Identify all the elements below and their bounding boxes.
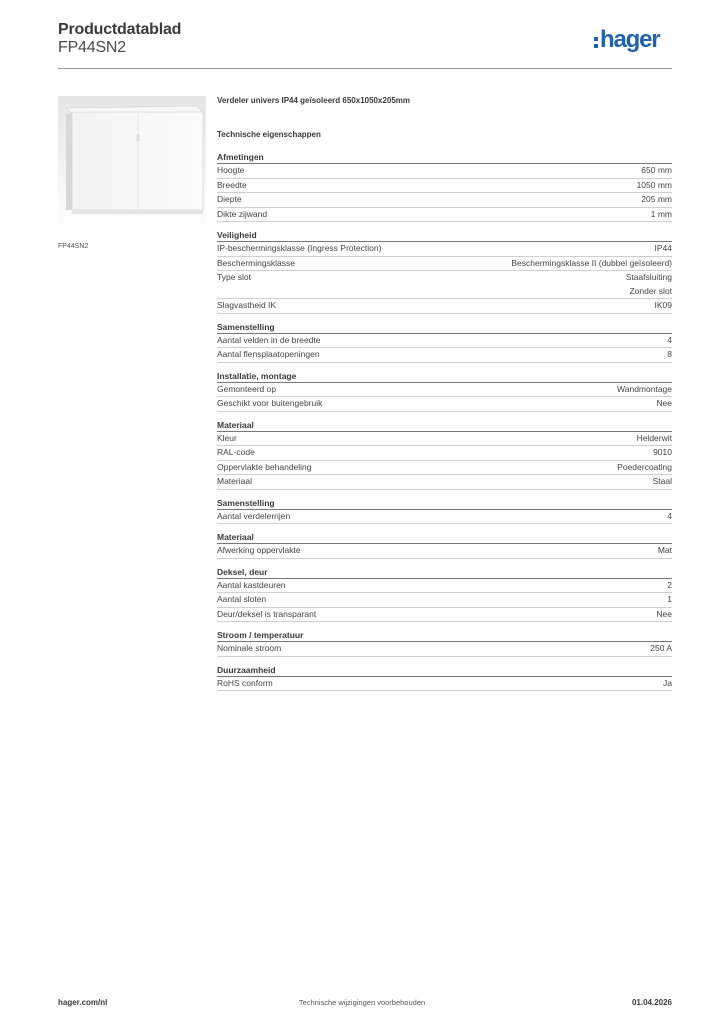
section-title: Samenstelling <box>217 322 672 334</box>
footer-date: 01.04.2026 <box>631 998 672 1007</box>
spec-row <box>217 593 672 608</box>
spec-label: Geschikt voor buitengebruik <box>217 398 323 408</box>
spec-value-line: 2 <box>667 579 672 590</box>
spec-label: Beschermingsklasse <box>217 257 295 268</box>
spec-row <box>217 579 672 594</box>
spec-section <box>217 230 672 314</box>
spec-value <box>637 432 672 446</box>
footer-disclaimer: Technische wijzigingen voorbehouden <box>298 998 426 1007</box>
logo-text: hager <box>600 26 660 53</box>
spec-value-line: 205 mm <box>641 194 672 204</box>
spec-row <box>217 164 672 179</box>
spec-value <box>641 193 672 207</box>
spec-value <box>641 164 672 178</box>
spec-row <box>217 461 672 476</box>
spec-value-line: IK09 <box>654 300 672 310</box>
spec-label: RoHS conform <box>217 677 273 688</box>
spec-label: IP-beschermingsklasse (Ingress Protection) <box>217 243 382 253</box>
spec-label: Deur/deksel is transparant <box>217 608 317 619</box>
spec-value-line: 650 mm <box>641 165 672 175</box>
spec-value-line: Staal <box>652 476 672 486</box>
spec-value-line: 8 <box>667 349 672 359</box>
spec-section <box>217 665 672 692</box>
spec-label: Oppervlakte behandeling <box>217 461 312 472</box>
tech-properties-title: Technische eigenschappen <box>217 130 321 139</box>
section-title: Installatie, montage <box>217 371 672 383</box>
spec-value <box>653 475 672 489</box>
spec-value <box>626 271 672 298</box>
spec-value-line: Wandmontage <box>617 383 672 394</box>
spec-row <box>217 475 672 490</box>
spec-row <box>217 271 672 299</box>
logo-dots-icon <box>594 37 598 48</box>
section-title: Duurzaamheid <box>217 665 672 677</box>
spec-value <box>655 242 673 256</box>
spec-label: Materiaal <box>217 476 252 486</box>
spec-row <box>217 334 672 349</box>
spec-row <box>217 383 672 398</box>
spec-value <box>667 334 672 348</box>
spec-value <box>667 348 672 362</box>
spec-label: Afwerking oppervlakte <box>217 545 301 555</box>
spec-value-line: 250 A <box>650 643 672 653</box>
section-title: Materiaal <box>217 532 672 544</box>
spec-label: Aantal kastdeuren <box>217 579 286 590</box>
product-name: Verdeler univers IP44 geïsoleerd 650x1050x205mm <box>217 96 411 105</box>
spec-row <box>217 299 672 314</box>
spec-value <box>656 608 672 622</box>
spec-value <box>617 461 672 475</box>
section-title: Materiaal <box>217 420 672 432</box>
spec-value-line: Nee <box>656 398 672 408</box>
section-title: Veiligheid <box>217 230 672 242</box>
spec-value-line: IP44 <box>654 243 672 253</box>
spec-value <box>617 383 672 397</box>
spec-value <box>658 544 672 558</box>
spec-row <box>217 179 672 194</box>
spec-section <box>217 567 672 623</box>
spec-value-line: Beschermingsklasse II (dubbel geïsoleerd) <box>511 257 672 268</box>
spec-value-line: 1050 mm <box>636 179 672 190</box>
spec-label: Hoogte <box>217 165 245 175</box>
header-divider <box>58 68 672 69</box>
spec-value <box>667 579 672 593</box>
document-title: Productdatablad <box>58 21 182 38</box>
spec-value-line: Helderwit <box>636 432 672 443</box>
spec-value <box>667 510 672 524</box>
footer-website: hager.com/nl <box>58 998 108 1007</box>
spec-label: Aantal sloten <box>217 594 267 604</box>
section-title: Deksel, deur <box>217 567 672 579</box>
spec-section <box>217 371 672 412</box>
spec-section <box>217 152 672 222</box>
spec-value <box>637 179 672 193</box>
spec-value <box>511 257 672 271</box>
spec-value-line: 1 mm <box>650 208 672 219</box>
spec-row <box>217 257 672 272</box>
spec-label: Kleur <box>217 432 237 443</box>
spec-row <box>217 544 672 559</box>
spec-value <box>655 299 673 313</box>
spec-value-line: Ja <box>663 677 672 688</box>
spec-value-line: Staafsluiting <box>625 272 672 282</box>
spec-label: Breedte <box>217 179 247 190</box>
spec-label: Aantal flensplaatopeningen <box>217 349 320 359</box>
section-title: Stroom / temperatuur <box>217 630 672 642</box>
spec-label: Aantal velden in de breedte <box>217 334 321 345</box>
spec-section <box>217 420 672 490</box>
spec-row <box>217 208 672 223</box>
spec-section <box>217 532 672 559</box>
spec-section <box>217 498 672 525</box>
spec-label: Nominale stroom <box>217 643 282 653</box>
spec-label: Diepte <box>217 194 242 204</box>
spec-content <box>217 96 672 691</box>
spec-label: Type slot <box>217 272 252 282</box>
product-image-caption: FP44SN2 <box>58 243 89 250</box>
spec-row <box>217 193 672 208</box>
spec-label: Dikte zijwand <box>217 208 268 219</box>
spec-value <box>650 642 672 656</box>
spec-value-line: Zonder slot <box>629 285 672 296</box>
spec-row <box>217 642 672 657</box>
document-subtitle: FP44SN2 <box>58 39 126 56</box>
spec-section <box>217 630 672 657</box>
spec-row <box>217 608 672 623</box>
spec-value-line: Poedercoating <box>617 461 672 472</box>
product-image <box>58 96 206 234</box>
hager-logo <box>594 26 659 54</box>
spec-value-line: 1 <box>667 594 672 604</box>
spec-value <box>656 397 672 411</box>
spec-value <box>651 208 672 222</box>
spec-label: Aantal verdelerrijen <box>217 510 291 521</box>
spec-value-line: Nee <box>656 608 672 619</box>
spec-label: RAL-code <box>217 447 255 457</box>
spec-row <box>217 510 672 525</box>
section-title: Afmetingen <box>217 152 672 164</box>
spec-label: Slagvastheid IK <box>217 300 277 310</box>
spec-row <box>217 242 672 257</box>
spec-value-line: Mat <box>657 545 672 555</box>
spec-value-line: 4 <box>667 510 672 521</box>
spec-row <box>217 446 672 461</box>
spec-sections <box>217 152 672 691</box>
spec-row <box>217 348 672 363</box>
spec-value-line: 9010 <box>653 447 672 457</box>
spec-row <box>217 677 672 692</box>
spec-row <box>217 432 672 447</box>
spec-value <box>653 446 672 460</box>
spec-section <box>217 322 672 363</box>
spec-label: Gemonteerd op <box>217 383 277 394</box>
spec-row <box>217 397 672 412</box>
section-title: Samenstelling <box>217 498 672 510</box>
spec-value <box>667 593 672 607</box>
spec-value <box>663 677 672 691</box>
spec-value-line: 4 <box>667 334 672 345</box>
